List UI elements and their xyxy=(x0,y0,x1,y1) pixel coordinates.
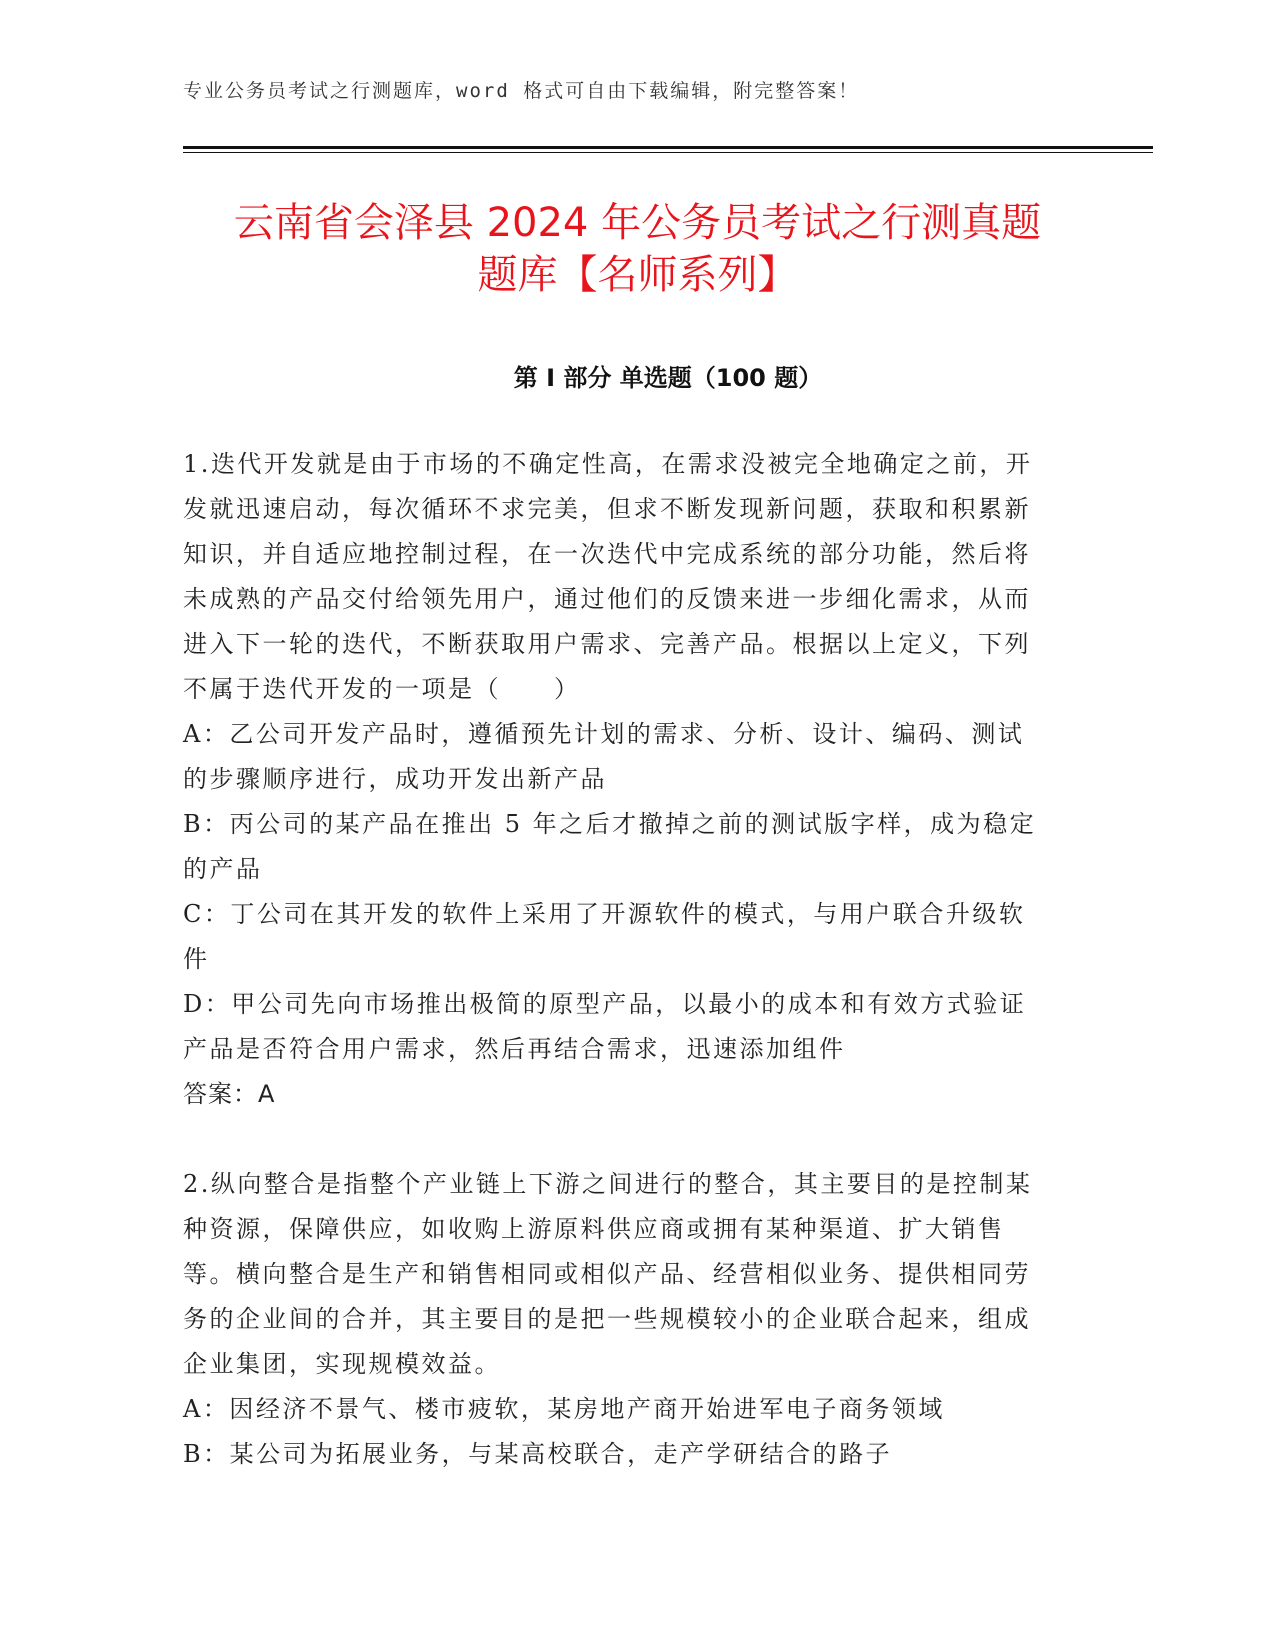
question-1 xyxy=(183,442,1043,1117)
option-d: D：甲公司先向市场推出极简的原型产品，以最小的成本和有效方式验证产品是否符合用户需求，然后再结合需求，迅速添加组件 xyxy=(183,990,1027,1063)
question-2 xyxy=(183,1162,1043,1477)
option-b: B：丙公司的某产品在推出 5 年之后才撤掉之前的测试版字样，成为稳定的产品 xyxy=(183,810,1037,883)
title-line-2: 题库【名师系列】 xyxy=(477,252,798,298)
section-heading: 第 I 部分 单选题（100 题） xyxy=(513,364,823,392)
document-title xyxy=(150,197,1125,301)
answer: 答案：A xyxy=(183,1080,276,1108)
option-b: B：某公司为拓展业务，与某高校联合，走产学研结合的路子 xyxy=(183,1440,893,1468)
question-spacer xyxy=(183,1117,1043,1162)
option-a: A：因经济不景气、楼市疲软，某房地产商开始进军电子商务领域 xyxy=(183,1395,945,1423)
option-a: A：乙公司开发产品时，遵循预先计划的需求、分析、设计、编码、测试的步骤顺序进行，成功开发出新产品 xyxy=(183,720,1025,793)
header-rule-thin xyxy=(183,152,1153,153)
option-c: C：丁公司在其开发的软件上采用了开源软件的模式，与用户联合升级软件 xyxy=(183,900,1026,973)
header-rule-thick xyxy=(183,146,1153,149)
header-note: 专业公务员考试之行测题库，word 格式可自由下载编辑，附完整答案！ xyxy=(183,80,860,102)
question-list xyxy=(183,442,1043,1477)
title-line-1: 云南省会泽县 2024 年公务员考试之行测真题 xyxy=(233,200,1042,246)
question-stem: 1.迭代开发就是由于市场的不确定性高，在需求没被完全地确定之前，开发就迅速启动，每次循环不求完美，但求不断发现新问题，获取和积累新知识，并自适应地控制过程，在一次迭代中完成系统的部分功能，然后将未成熟的产品交付给领先用户，通过他们的反馈来进一步细化需求，从而进入下一轮的迭代，不断获取用户需求、完善产品。根据以上定义，下列不属于迭代开发的一项是（ ） xyxy=(183,450,1033,703)
question-stem: 2.纵向整合是指整个产业链上下游之间进行的整合，其主要目的是控制某种资源，保障供应，如收购上游原料供应商或拥有某种渠道、扩大销售等。横向整合是生产和销售相同或相似产品、经营相似业务、提供相同劳务的企业间的合并，其主要目的是把一些规模较小的企业联合起来，组成企业集团，实现规模效益。 xyxy=(183,1170,1033,1378)
